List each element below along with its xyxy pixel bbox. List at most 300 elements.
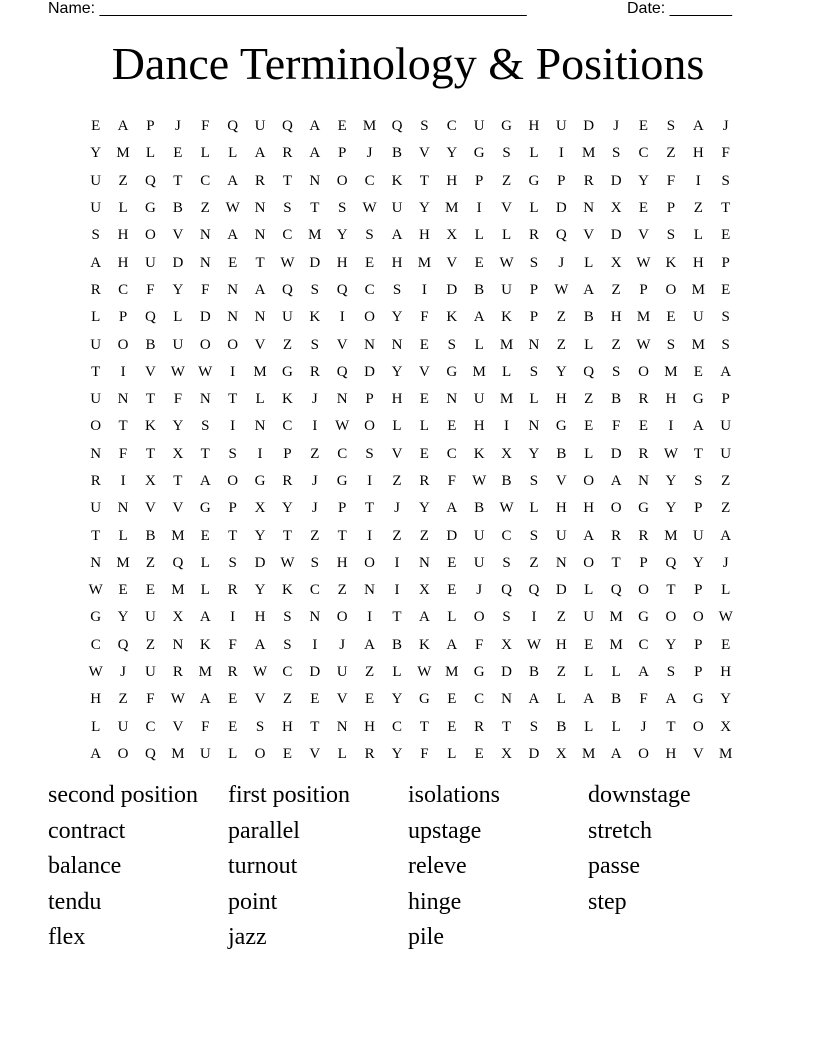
grid-letter: R	[419, 473, 430, 489]
grid-letter: L	[501, 227, 512, 244]
grid-letter: O	[145, 227, 156, 244]
grid-letter: S	[721, 309, 730, 326]
grid-letter: W	[554, 281, 569, 298]
grid-letter: O	[583, 473, 595, 489]
grid-letter: C	[364, 281, 375, 298]
letter-grid	[82, 113, 740, 768]
grid-letter: A	[227, 227, 239, 244]
grid-letter: H	[610, 309, 622, 326]
grid-letter: S	[310, 336, 319, 353]
date-field-label: Date: _______	[627, 0, 732, 17]
grid-letter: S	[392, 281, 402, 298]
grid-letter: D	[555, 582, 567, 599]
grid-letter: S	[529, 718, 539, 735]
grid-letter: M	[472, 363, 486, 380]
grid-letter: N	[336, 391, 348, 408]
word-bank-item: balance	[48, 853, 122, 879]
grid-letter: O	[665, 281, 677, 298]
grid-letter: I	[257, 445, 263, 462]
grid-letter: V	[501, 200, 512, 217]
grid-letter: L	[474, 227, 484, 244]
grid-row	[82, 441, 740, 468]
grid-letter: A	[720, 363, 732, 380]
grid-letter: Z	[392, 527, 402, 544]
grid-letter: P	[365, 391, 374, 408]
grid-letter: A	[610, 745, 622, 762]
grid-letter: X	[501, 636, 512, 653]
grid-letter: Y	[418, 500, 430, 517]
grid-letter: L	[91, 309, 101, 326]
grid-letter: T	[310, 718, 320, 735]
grid-letter: I	[312, 636, 318, 653]
grid-letter: D	[528, 745, 540, 762]
grid-letter: T	[282, 172, 293, 189]
grid-letter: R	[90, 473, 101, 489]
grid-letter: A	[227, 172, 239, 189]
grid-letter: T	[611, 554, 621, 571]
grid-letter: D	[309, 254, 321, 271]
grid-letter: H	[665, 745, 677, 762]
grid-letter: N	[501, 691, 512, 708]
grid-letter: D	[446, 527, 458, 544]
grid-letter: O	[692, 718, 704, 735]
grid-letter: Y	[391, 363, 403, 380]
grid-letter: Z	[556, 609, 566, 626]
grid-letter: W	[170, 691, 185, 708]
grid-letter: U	[117, 718, 129, 735]
grid-letter: Z	[721, 500, 731, 517]
grid-letter: P	[228, 500, 237, 517]
grid-letter: K	[473, 445, 485, 462]
grid-letter: E	[721, 227, 731, 244]
grid-letter: Q	[282, 118, 293, 135]
grid-letter: R	[282, 145, 293, 162]
grid-letter: K	[418, 636, 430, 653]
grid-letter: U	[90, 172, 102, 189]
grid-letter: L	[91, 718, 101, 735]
grid-letter: L	[200, 582, 210, 599]
grid-letter: E	[419, 445, 429, 462]
grid-letter: U	[90, 391, 102, 408]
grid-row	[82, 741, 740, 768]
grid-letter: T	[392, 609, 402, 626]
grid-letter: A	[90, 745, 102, 762]
grid-letter: N	[528, 418, 540, 435]
grid-letter: W	[198, 363, 213, 380]
grid-letter: V	[172, 500, 184, 517]
grid-letter: Q	[528, 582, 540, 599]
grid-letter: F	[420, 309, 429, 326]
word-bank-item: turnout	[228, 853, 298, 879]
grid-letter: N	[90, 554, 102, 571]
grid-letter: V	[555, 473, 567, 489]
grid-letter: S	[611, 145, 621, 162]
grid-letter: S	[529, 254, 539, 271]
grid-letter: K	[199, 636, 211, 653]
grid-letter: B	[474, 281, 485, 298]
grid-letter: O	[336, 609, 348, 626]
grid-row	[82, 577, 740, 604]
grid-letter: C	[638, 145, 649, 162]
grid-letter: D	[309, 664, 321, 681]
header	[48, 0, 740, 20]
grid-letter: Z	[145, 554, 156, 571]
grid-letter: I	[367, 609, 373, 626]
grid-letter: X	[720, 718, 732, 735]
grid-letter: G	[501, 118, 512, 135]
grid-letter: E	[474, 745, 484, 762]
grid-row	[82, 604, 740, 631]
grid-letter: H	[117, 254, 129, 271]
grid-letter: T	[91, 363, 101, 380]
grid-letter: G	[418, 691, 430, 708]
grid-letter: Y	[720, 691, 732, 708]
grid-letter: O	[117, 745, 129, 762]
grid-letter: S	[694, 473, 703, 489]
grid-letter: Q	[391, 118, 403, 135]
grid-letter: J	[311, 391, 318, 408]
grid-letter: U	[720, 445, 732, 462]
grid-row	[82, 413, 740, 440]
grid-letter: Q	[555, 227, 567, 244]
grid-letter: O	[227, 336, 239, 353]
grid-letter: A	[610, 473, 622, 489]
grid-letter: B	[474, 500, 485, 517]
grid-letter: I	[367, 527, 373, 544]
grid-letter: L	[392, 664, 402, 681]
grid-letter: K	[282, 391, 293, 408]
grid-letter: N	[199, 254, 211, 271]
grid-letter: V	[638, 227, 649, 244]
word-bank-item: first position	[228, 782, 351, 808]
grid-letter: G	[473, 145, 485, 162]
grid-letter: G	[336, 473, 348, 489]
grid-letter: H	[391, 391, 403, 408]
grid-letter: P	[694, 582, 703, 599]
grid-letter: E	[447, 718, 457, 735]
grid-letter: H	[364, 718, 376, 735]
grid-letter: O	[336, 172, 348, 189]
grid-letter: T	[228, 527, 238, 544]
grid-letter: E	[721, 636, 731, 653]
grid-letter: M	[116, 554, 130, 571]
grid-letter: N	[446, 391, 458, 408]
grid-letter: G	[638, 500, 649, 517]
grid-letter: C	[145, 718, 156, 735]
grid-letter: P	[694, 500, 703, 517]
grid-letter: T	[91, 527, 101, 544]
grid-letter: S	[666, 118, 676, 135]
grid-letter: F	[118, 445, 128, 462]
grid-letter: V	[336, 691, 348, 708]
grid-letter: D	[172, 254, 184, 271]
grid-letter: Y	[90, 145, 102, 162]
word-bank-item: downstage	[588, 782, 691, 808]
grid-letter: R	[282, 473, 293, 489]
grid-letter: F	[201, 281, 210, 298]
grid-letter: U	[90, 200, 102, 217]
grid-letter: V	[254, 691, 266, 708]
grid-letter: U	[90, 500, 102, 517]
grid-letter: H	[692, 145, 704, 162]
grid-letter: E	[419, 391, 429, 408]
grid-letter: L	[228, 745, 238, 762]
grid-letter: K	[446, 309, 458, 326]
grid-letter: E	[282, 745, 293, 762]
grid-letter: J	[311, 473, 318, 489]
grid-letter: N	[336, 718, 348, 735]
grid-letter: Y	[117, 609, 129, 626]
grid-letter: H	[391, 254, 403, 271]
grid-letter: Q	[282, 281, 293, 298]
grid-letter: Y	[638, 172, 649, 189]
grid-letter: O	[583, 554, 595, 571]
grid-letter: C	[446, 118, 457, 135]
grid-letter: L	[584, 336, 594, 353]
grid-letter: V	[336, 336, 348, 353]
grid-letter: N	[117, 500, 129, 517]
grid-letter: X	[418, 582, 430, 599]
grid-letter: E	[173, 145, 183, 162]
grid-letter: U	[473, 527, 485, 544]
grid-letter: O	[254, 745, 266, 762]
grid-letter: S	[283, 636, 292, 653]
grid-letter: A	[309, 145, 321, 162]
grid-letter: S	[502, 145, 511, 162]
grid-letter: U	[199, 745, 211, 762]
grid-letter: X	[501, 745, 512, 762]
grid-letter: J	[558, 254, 565, 271]
grid-letter: B	[611, 691, 622, 708]
grid-letter: U	[145, 664, 156, 681]
grid-letter: H	[446, 172, 458, 189]
grid-letter: R	[227, 664, 238, 681]
grid-letter: H	[418, 227, 430, 244]
grid-letter: K	[282, 582, 293, 599]
grid-letter: I	[476, 200, 482, 217]
grid-letter: F	[639, 691, 648, 708]
grid-letter: E	[721, 281, 731, 298]
grid-letter: S	[365, 227, 374, 244]
grid-letter: I	[312, 418, 318, 435]
grid-letter: T	[118, 418, 128, 435]
grid-letter: V	[309, 745, 321, 762]
grid-letter: S	[228, 445, 237, 462]
grid-letter: X	[145, 473, 156, 489]
grid-row	[82, 550, 740, 577]
grid-letter: P	[639, 554, 648, 571]
grid-letter: A	[638, 664, 649, 681]
grid-letter: P	[338, 145, 347, 162]
grid-letter: W	[499, 254, 514, 271]
grid-letter: T	[666, 582, 676, 599]
grid-letter: L	[447, 609, 457, 626]
grid-letter: O	[199, 336, 211, 353]
grid-letter: S	[365, 445, 374, 462]
grid-letter: N	[528, 336, 540, 353]
grid-letter: X	[172, 609, 184, 626]
grid-letter: C	[474, 691, 485, 708]
grid-letter: E	[337, 118, 347, 135]
grid-letter: K	[145, 418, 156, 435]
grid-letter: V	[391, 445, 403, 462]
grid-letter: L	[611, 718, 621, 735]
grid-letter: L	[337, 745, 347, 762]
word-bank-item: step	[588, 888, 627, 915]
grid-letter: C	[638, 636, 649, 653]
grid-letter: U	[145, 254, 156, 271]
grid-letter: I	[120, 473, 126, 489]
grid-letter: E	[228, 718, 238, 735]
grid-letter: J	[311, 500, 318, 517]
grid-letter: I	[394, 554, 400, 571]
grid-letter: X	[610, 254, 622, 271]
grid-letter: R	[227, 582, 238, 599]
grid-letter: I	[394, 582, 400, 599]
grid-letter: C	[309, 582, 320, 599]
grid-letter: F	[611, 418, 621, 435]
grid-letter: D	[610, 445, 622, 462]
grid-letter: U	[172, 336, 184, 353]
grid-letter: S	[310, 281, 319, 298]
grid-letter: L	[584, 582, 594, 599]
grid-letter: Y	[254, 582, 266, 599]
grid-letter: Z	[666, 145, 676, 162]
grid-letter: Z	[392, 473, 402, 489]
grid-letter: F	[474, 636, 484, 653]
grid-letter: P	[721, 254, 730, 271]
grid-letter: W	[636, 336, 651, 353]
grid-letter: K	[501, 309, 512, 326]
grid-letter: V	[172, 718, 184, 735]
grid-letter: I	[120, 363, 126, 380]
grid-letter: S	[611, 363, 621, 380]
grid-letter: J	[120, 664, 126, 681]
grid-letter: X	[555, 745, 567, 762]
grid-letter: W	[280, 254, 295, 271]
grid-letter: E	[419, 336, 429, 353]
grid-letter: N	[418, 554, 430, 571]
grid-letter: L	[228, 145, 238, 162]
grid-letter: O	[692, 609, 704, 626]
grid-letter: Y	[391, 745, 403, 762]
grid-letter: W	[472, 473, 487, 489]
grid-letter: P	[694, 636, 703, 653]
grid-letter: T	[145, 445, 156, 462]
grid-letter: N	[254, 309, 266, 326]
grid-letter: F	[201, 118, 210, 135]
grid-letter: D	[610, 172, 622, 189]
grid-letter: G	[145, 200, 156, 217]
grid-letter: Y	[528, 445, 540, 462]
grid-letter: S	[721, 172, 730, 189]
grid-letter: W	[362, 200, 377, 217]
grid-letter: D	[583, 118, 595, 135]
grid-letter: I	[339, 309, 345, 326]
grid-letter: M	[445, 200, 459, 217]
grid-letter: N	[638, 473, 649, 489]
grid-letter: Y	[665, 473, 677, 489]
grid-letter: E	[447, 418, 457, 435]
grid-letter: N	[309, 172, 321, 189]
grid-letter: E	[447, 554, 457, 571]
grid-letter: J	[722, 554, 729, 571]
grid-letter: F	[228, 636, 237, 653]
grid-letter: L	[529, 145, 539, 162]
grid-letter: R	[172, 664, 183, 681]
grid-letter: E	[447, 582, 457, 599]
grid-letter: M	[445, 664, 459, 681]
grid-letter: P	[666, 200, 676, 217]
grid-letter: N	[309, 609, 321, 626]
grid-letter: V	[418, 363, 430, 380]
grid-letter: L	[474, 336, 484, 353]
grid-letter: B	[501, 473, 512, 489]
grid-letter: V	[446, 254, 458, 271]
grid-letter: W	[526, 636, 542, 653]
grid-letter: U	[90, 336, 102, 353]
grid-row	[82, 659, 740, 686]
grid-letter: V	[254, 336, 266, 353]
grid-letter: C	[337, 445, 348, 462]
grid-letter: T	[173, 172, 183, 189]
grid-letter: Q	[117, 636, 129, 653]
grid-letter: A	[418, 609, 430, 626]
grid-letter: E	[365, 254, 375, 271]
grid-letter: S	[338, 200, 347, 217]
grid-letter: S	[310, 554, 319, 571]
grid-letter: Q	[145, 745, 156, 762]
grid-letter: H	[117, 227, 129, 244]
grid-letter: T	[200, 445, 210, 462]
grid-letter: V	[692, 745, 704, 762]
grid-letter: A	[254, 636, 266, 653]
grid-letter: M	[253, 363, 267, 380]
grid-letter: S	[529, 363, 539, 380]
grid-letter: A	[473, 309, 485, 326]
grid-letter: Q	[610, 582, 622, 599]
grid-letter: L	[173, 309, 183, 326]
grid-letter: U	[692, 309, 704, 326]
grid-letter: C	[282, 664, 293, 681]
grid-row	[82, 386, 740, 413]
grid-letter: N	[555, 554, 567, 571]
grid-letter: B	[556, 445, 567, 462]
grid-letter: R	[364, 745, 375, 762]
grid-letter: D	[555, 200, 567, 217]
word-bank-item: releve	[408, 853, 467, 879]
grid-letter: C	[446, 445, 457, 462]
grid-letter: E	[91, 118, 101, 135]
grid-letter: U	[473, 391, 485, 408]
grid-letter: W	[280, 554, 295, 571]
grid-letter: S	[447, 336, 456, 353]
grid-letter: L	[529, 391, 539, 408]
grid-letter: I	[695, 172, 701, 189]
grid-letter: P	[283, 445, 292, 462]
grid-letter: O	[638, 745, 649, 762]
grid-letter: G	[692, 391, 704, 408]
grid-letter: Z	[556, 309, 566, 326]
grid-letter: N	[254, 200, 266, 217]
grid-letter: T	[145, 391, 156, 408]
grid-letter: X	[446, 227, 458, 244]
grid-letter: L	[529, 500, 539, 517]
grid-letter: Q	[227, 118, 239, 135]
grid-letter: P	[146, 118, 155, 135]
grid-letter: H	[720, 664, 732, 681]
grid-letter: U	[145, 609, 156, 626]
